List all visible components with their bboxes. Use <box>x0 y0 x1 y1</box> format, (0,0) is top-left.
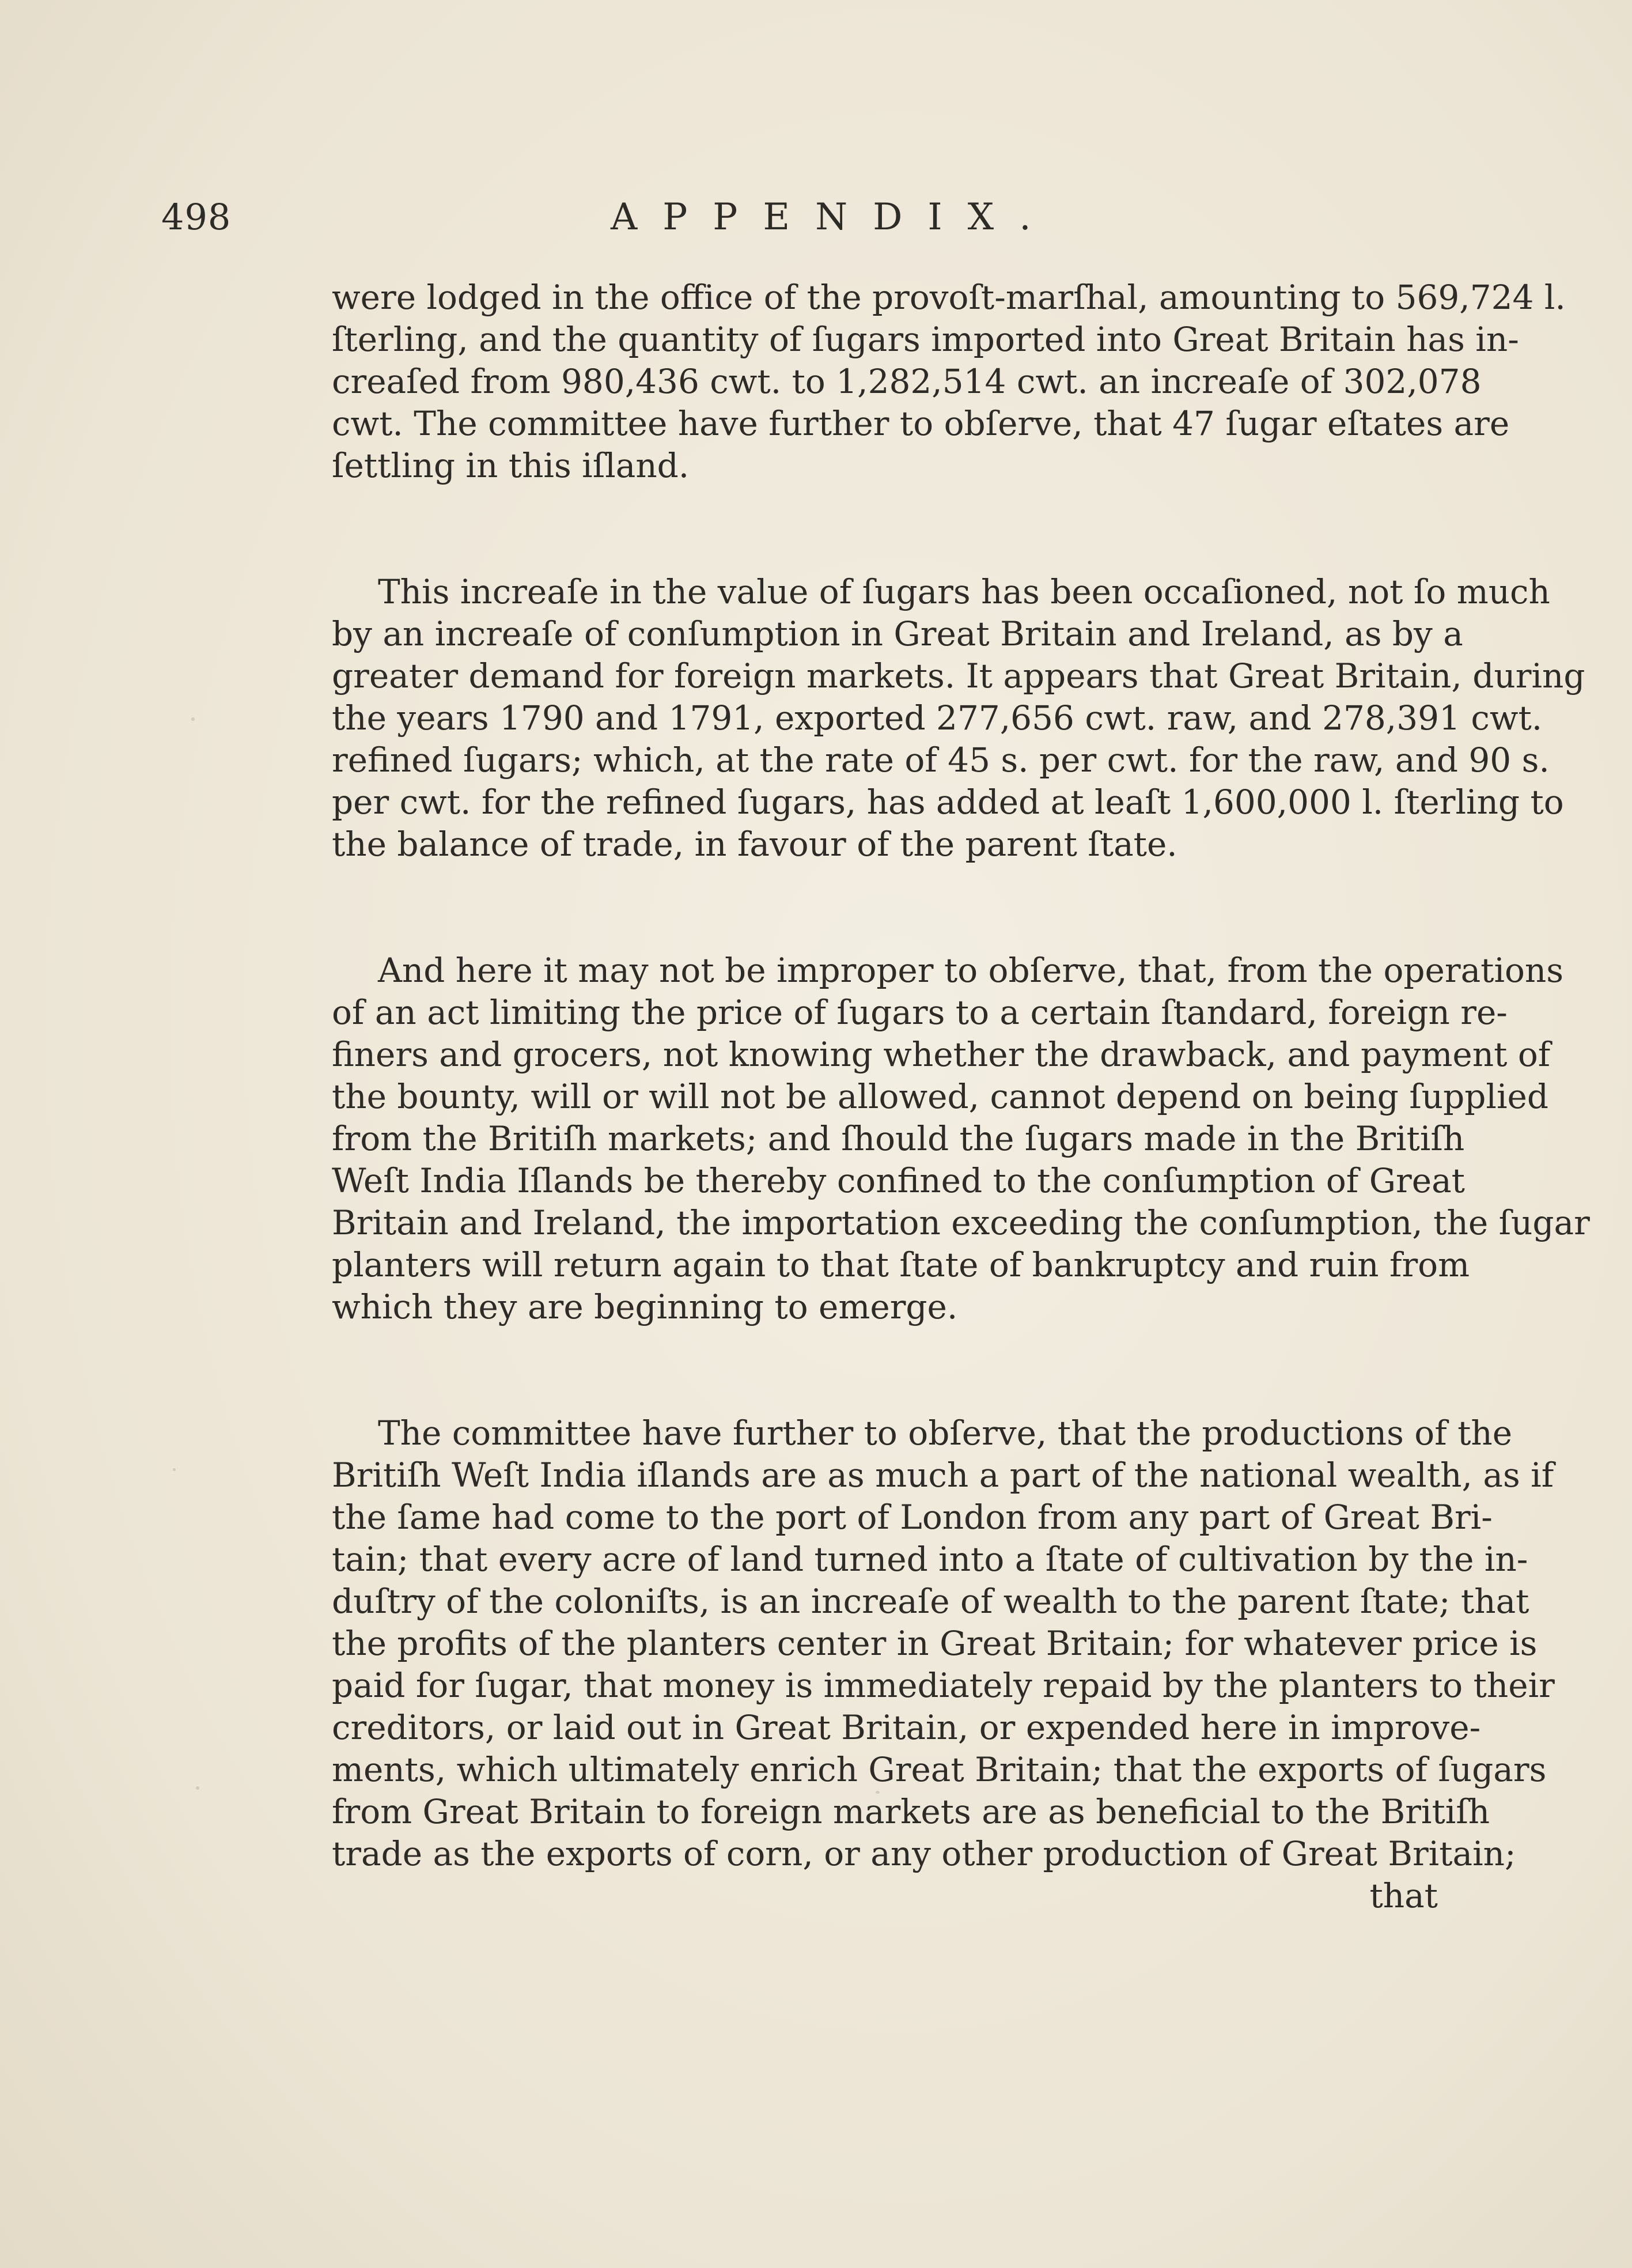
text-line: This increaſe in the value of ſugars has been occaſioned, not ſo much <box>378 572 1550 611</box>
text-line: And here it may not be improper to obſerve, that, from the operations <box>378 951 1564 990</box>
text-line: which they are beginning to emerge. <box>332 1287 958 1326</box>
text-line: by an increaſe of conſumption in Great Britain and Ireland, as by a <box>332 614 1463 653</box>
text-line: ſterling, and the quantity of ſugars imported into Great Britain has in- <box>332 320 1519 359</box>
catchword: that <box>1369 1876 1438 1915</box>
text-line: the profits of the planters center in Great Britain; for whatever price is <box>332 1624 1538 1663</box>
text-line: ments, which ultimately enrich Great Britain; that the exports of ſugars <box>332 1750 1547 1789</box>
text-line: creaſed from 980,436 cwt. to 1,282,514 cwt. an increaſe of 302,078 <box>332 362 1482 401</box>
page-number: 498 <box>161 196 232 238</box>
text-line: trade as the exports of corn, or any other production of Great Britain; <box>332 1834 1516 1873</box>
text-line: creditors, or laid out in Great Britain, or expended here in improve- <box>332 1708 1481 1747</box>
running-head <box>161 190 1452 248</box>
text-line: paid for ſugar, that money is immediately repaid by the planters to their <box>332 1666 1555 1705</box>
text-line: greater demand for foreign markets. It appears that Great Britain, during <box>332 656 1585 695</box>
paper-speck <box>173 1468 176 1471</box>
paragraph-3 <box>332 950 1590 1328</box>
text-line: from the Britiſh markets; and ſhould the ſugars made in the Britiſh <box>332 1119 1465 1158</box>
body-text <box>332 277 1590 1959</box>
paragraph-4 <box>332 1412 1555 1915</box>
text-line: planters will return again to that ſtate of bankruptcy and ruin from <box>332 1245 1470 1284</box>
text-line: from Great Britain to foreign markets are as beneficial to the Britiſh <box>332 1792 1490 1831</box>
text-line: the years 1790 and 1791, exported 277,656 cwt. raw, and 278,391 cwt. <box>332 698 1543 738</box>
text-line: Britiſh Weſt India iſlands are as much a part of the national wealth, as if <box>332 1456 1554 1495</box>
text-line: per cwt. for the refined ſugars, has added at leaſt 1,600,000 l. ſterling to <box>332 783 1564 822</box>
section-title: APPENDIX. <box>611 196 1057 239</box>
paper-speck <box>196 1786 199 1790</box>
paper-speck <box>191 717 195 721</box>
text-line: refined ſugars; which, at the rate of 45 s. per cwt. for the raw, and 90 s. <box>332 740 1550 780</box>
text-line: the ſame had come to the port of London from any part of Great Bri- <box>332 1498 1493 1537</box>
paragraph-2 <box>332 571 1585 865</box>
paragraph-1 <box>332 277 1566 487</box>
text-line: the balance of trade, in favour of the parent ſtate. <box>332 825 1177 864</box>
text-line: of an act limiting the price of ſugars to a certain ſtandard, foreign re- <box>332 993 1508 1032</box>
text-line: The committee have further to obſerve, that the productions of the <box>378 1413 1513 1453</box>
text-line: were lodged in the office of the provoſt-marſhal, amounting to 569,724 l. <box>332 278 1566 317</box>
text-line: ſettling in this iſland. <box>332 446 690 485</box>
text-line: Britain and Ireland, the importation exceeding the conſumption, the ſugar <box>332 1203 1590 1242</box>
text-line: duſtry of the coloniſts, is an increaſe of wealth to the parent ſtate; that <box>332 1582 1529 1621</box>
text-line: Weſt India Iſlands be thereby confined to the conſumption of Great <box>332 1161 1465 1200</box>
text-line: tain; that every acre of land turned into a ſtate of cultivation by the in- <box>332 1540 1528 1579</box>
text-line: cwt. The committee have further to obſerve, that 47 ſugar eſtates are <box>332 404 1510 443</box>
text-line: the bounty, will or will not be allowed, cannot depend on being ſupplied <box>332 1077 1548 1116</box>
text-line: finers and grocers, not knowing whether the drawback, and payment of <box>332 1035 1551 1074</box>
